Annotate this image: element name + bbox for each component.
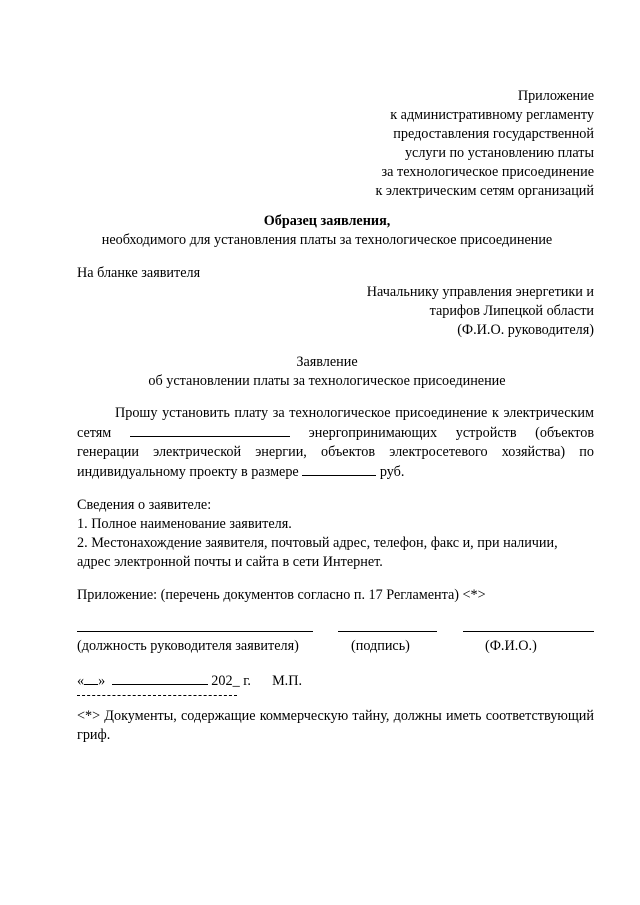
request-paragraph — [77, 404, 594, 482]
sample-title: Образец заявления, — [263, 213, 391, 229]
sample-subtitle: необходимого для установления платы за технологическое присоединение — [101, 232, 553, 248]
appendix-line: за технологическое присоединение — [381, 164, 594, 180]
request-text-1: Прошу установить плату за технологическое присоединение к электрическим сетям — [77, 405, 594, 441]
seal-mark: М.П. — [272, 673, 303, 689]
addressee-line-1: Начальнику управления энергетики и — [366, 284, 594, 300]
footnote-divider — [77, 695, 237, 696]
name-label: (Ф.И.О.) — [485, 638, 537, 654]
date-line — [77, 671, 302, 691]
position-label: (должность руководителя заявителя) — [77, 638, 299, 654]
appendix-line: Приложение — [517, 88, 594, 104]
addressee-line-3: (Ф.И.О. руководителя) — [457, 322, 594, 338]
appendix-line: предоставления государственной — [393, 126, 594, 142]
applicant-info-item-2: 2. Местонахождение заявителя, почтовый адрес, телефон, факс и, при наличии, — [77, 535, 558, 551]
date-close-quote: » — [98, 673, 106, 689]
footnote: <*> Документы, содержащие коммерческую тайну, должны иметь соответствующий гриф. — [77, 708, 594, 743]
signature-blank[interactable] — [338, 631, 437, 632]
name-blank[interactable] — [463, 631, 594, 632]
application-heading: Заявление — [296, 354, 358, 370]
appendix-line: к электрическим сетям организаций — [375, 183, 594, 199]
appendix-block — [375, 87, 594, 201]
applicant-info-item-2-cont: адрес электронной почты и сайта в сети Интернет. — [77, 554, 383, 570]
addressee-line-2: тарифов Липецкой области — [429, 303, 594, 319]
addressee-block — [367, 283, 594, 340]
attachment-line: Приложение: (перечень документов согласно п. 17 Регламента) <*> — [77, 587, 486, 603]
appendix-line: услуги по установлению платы — [404, 145, 594, 161]
signature-label: (подпись) — [351, 638, 410, 654]
date-month-blank[interactable] — [112, 671, 208, 685]
date-year: 202_ г. — [211, 673, 251, 689]
appendix-line: к административному регламенту — [390, 107, 594, 123]
date-open-quote: « — [77, 673, 85, 689]
applicant-info-heading: Сведения о заявителе: — [77, 497, 212, 513]
blank-network-field[interactable] — [130, 423, 290, 437]
applicant-info-item-1: 1. Полное наименование заявителя. — [77, 516, 292, 532]
letterhead-note: На бланке заявителя — [77, 265, 201, 281]
date-day-blank[interactable] — [84, 671, 98, 685]
blank-amount-field[interactable] — [302, 462, 376, 476]
request-text-2: энергопринимающих устройств (объектов генерации электрической энергии, объектов электросетевого хозяйства) по индивидуальному проекту в размере — [77, 425, 595, 480]
application-subheading: об установлении платы за технологическое присоединение — [148, 373, 506, 389]
position-blank[interactable] — [77, 631, 313, 632]
request-text-3: руб. — [379, 464, 405, 480]
